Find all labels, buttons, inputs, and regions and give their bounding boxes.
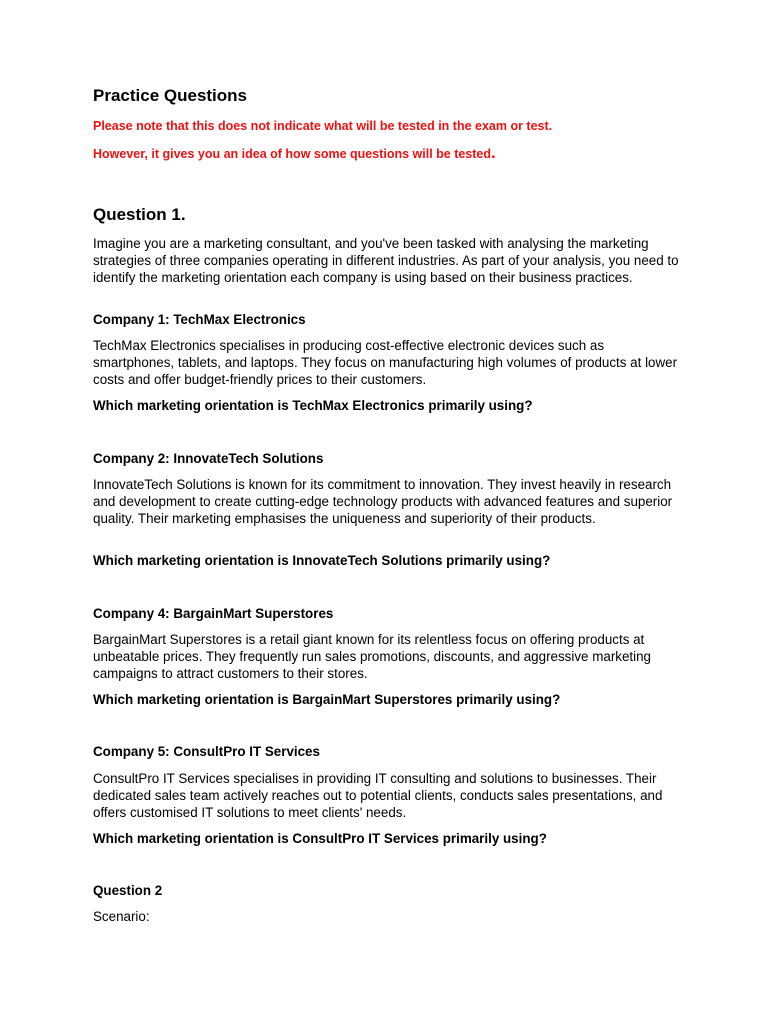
company-4-question: Which marketing orientation is BargainMart Superstores primarily using?	[93, 692, 561, 707]
note-clarification	[93, 143, 496, 162]
company-1-question: Which marketing orientation is TechMax Electronics primarily using?	[93, 398, 533, 413]
note-disclaimer: Please note that this does not indicate what will be tested in the exam or test.	[93, 119, 553, 133]
company-2-description: InnovateTech Solutions is known for its commitment to innovation. They invest heavily in research and development to create cutting-edge technology products with advanced features and superior quality. Their marketing emphasises the uniqueness and superiority of their products.	[93, 477, 673, 526]
question-2-heading: Question 2	[93, 883, 163, 898]
company-1-description: TechMax Electronics specialises in producing cost-effective electronic devices such as smartphones, tablets, and laptops. They focus on manufacturing high volumes of products at lower costs and offer budget-friendly prices to their customers.	[93, 338, 678, 387]
note-end-mark: .	[491, 143, 496, 162]
company-5-description: ConsultPro IT Services specialises in providing IT consulting and solutions to businesses. Their dedicated sales team actively reaches out to potential clients, conducts sales presentations, and offers customised IT solutions to meet clients' needs.	[93, 771, 663, 820]
question-2-scenario-label: Scenario:	[93, 909, 150, 924]
company-5-name: Company 5: ConsultPro IT Services	[93, 744, 320, 759]
question-1-heading: Question 1.	[93, 205, 186, 224]
question-1-intro: Imagine you are a marketing consultant, and you've been tasked with analysing the marketing strategies of three companies operating in different industries. As part of your analysis, you need to identify the marketing orientation each company is using based on their business practices.	[93, 236, 679, 285]
company-4-description: BargainMart Superstores is a retail giant known for its relentless focus on offering products at unbeatable prices. They frequently run sales promotions, discounts, and aggressive marketing campaigns to attract customers to their stores.	[93, 632, 652, 681]
company-1-name: Company 1: TechMax Electronics	[93, 312, 306, 327]
note-clarification-text: However, it gives you an idea of how some questions will be tested	[93, 147, 492, 161]
company-5-question: Which marketing orientation is ConsultPro IT Services primarily using?	[93, 831, 547, 846]
company-2-name: Company 2: InnovateTech Solutions	[93, 451, 324, 466]
company-4-name: Company 4: BargainMart Superstores	[93, 606, 334, 621]
document-title: Practice Questions	[93, 86, 248, 105]
company-2-question: Which marketing orientation is InnovateTech Solutions primarily using?	[93, 553, 551, 568]
